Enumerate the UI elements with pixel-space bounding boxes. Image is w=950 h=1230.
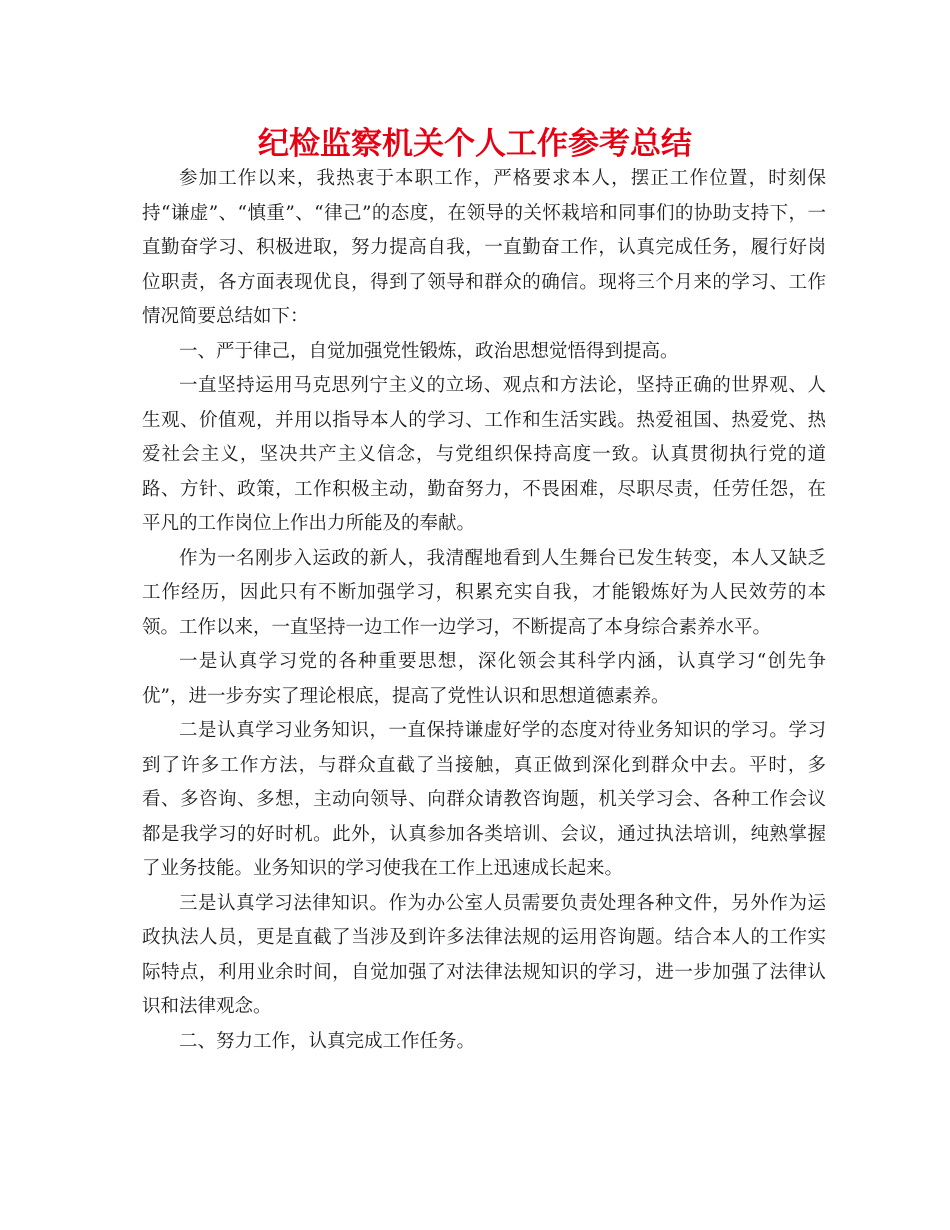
paragraph: 作为一名刚步入运政的新人，我清醒地看到人生舞台已发生转变，本人又缺乏工作经历，因此只有不断加强学习，积累充实自我，才能锻炼好为人民效劳的本领。工作以来，一直坚持一边工作一边学习，不断提高了本身综合素养水平。 (142, 547, 826, 638)
paragraph: 二、努力工作，认真完成工作任务。 (179, 1030, 476, 1052)
document-title: 纪检监察机关个人工作参考总结 (258, 126, 692, 162)
paragraph: 一直坚持运用马克思列宁主义的立场、观点和方法论，坚持正确的世界观、人生观、价值观，并用以指导本人的学习、工作和生活实践。热爱祖国、热爱党、热爱社会主义，坚决共产主义信念，与党组织保持高度一致。认真贯彻执行党的道路、方针、政策，工作积极主动，勤奋努力，不畏困难，尽职尽责，任劳任怨，在平凡的工作岗位上作出力所能及的奉献。 (142, 375, 826, 534)
paragraph: 一、严于律己，自觉加强党性锻炼，政治思想觉悟得到提高。 (179, 340, 679, 362)
paragraph: 二是认真学习业务知识，一直保持谦虚好学的态度对待业务知识的学习。学习到了许多工作方法，与群众直截了当接触，真正做到深化到群众中去。平时，多看、多咨询、多想，主动向领导、向群众请教咨询题，机关学习会、各种工作会议都是我学习的好时机。此外，认真参加各类培训、会议，通过执法培训，纯熟掌握了业务技能。业务知识的学习使我在工作上迅速成长起来。 (142, 720, 826, 879)
document-body (142, 162, 826, 1059)
paragraph: 三是认真学习法律知识。作为办公室人员需要负责处理各种文件，另外作为运政执法人员，更是直截了当涉及到许多法律法规的运用咨询题。结合本人的工作实际特点，利用业余时间，自觉加强了对法律法规知识的学习，进一步加强了法律认识和法律观念。 (142, 892, 826, 1017)
paragraph: 一是认真学习党的各种重要思想，深化领会其科学内涵，认真学习“创先争优”，进一步夯实了理论根底，提高了党性认识和思想道德素养。 (142, 651, 826, 707)
paragraph: 参加工作以来，我热衷于本职工作，严格要求本人，摆正工作位置，时刻保持“谦虚”、“慎重”、“律己”的态度，在领导的关怀栽培和同事们的协助支持下，一直勤奋学习、积极进取，努力提高自我，一直勤奋工作，认真完成任务，履行好岗位职责，各方面表现优良，得到了领导和群众的确信。现将三个月来的学习、工作情况简要总结如下： (142, 168, 826, 327)
